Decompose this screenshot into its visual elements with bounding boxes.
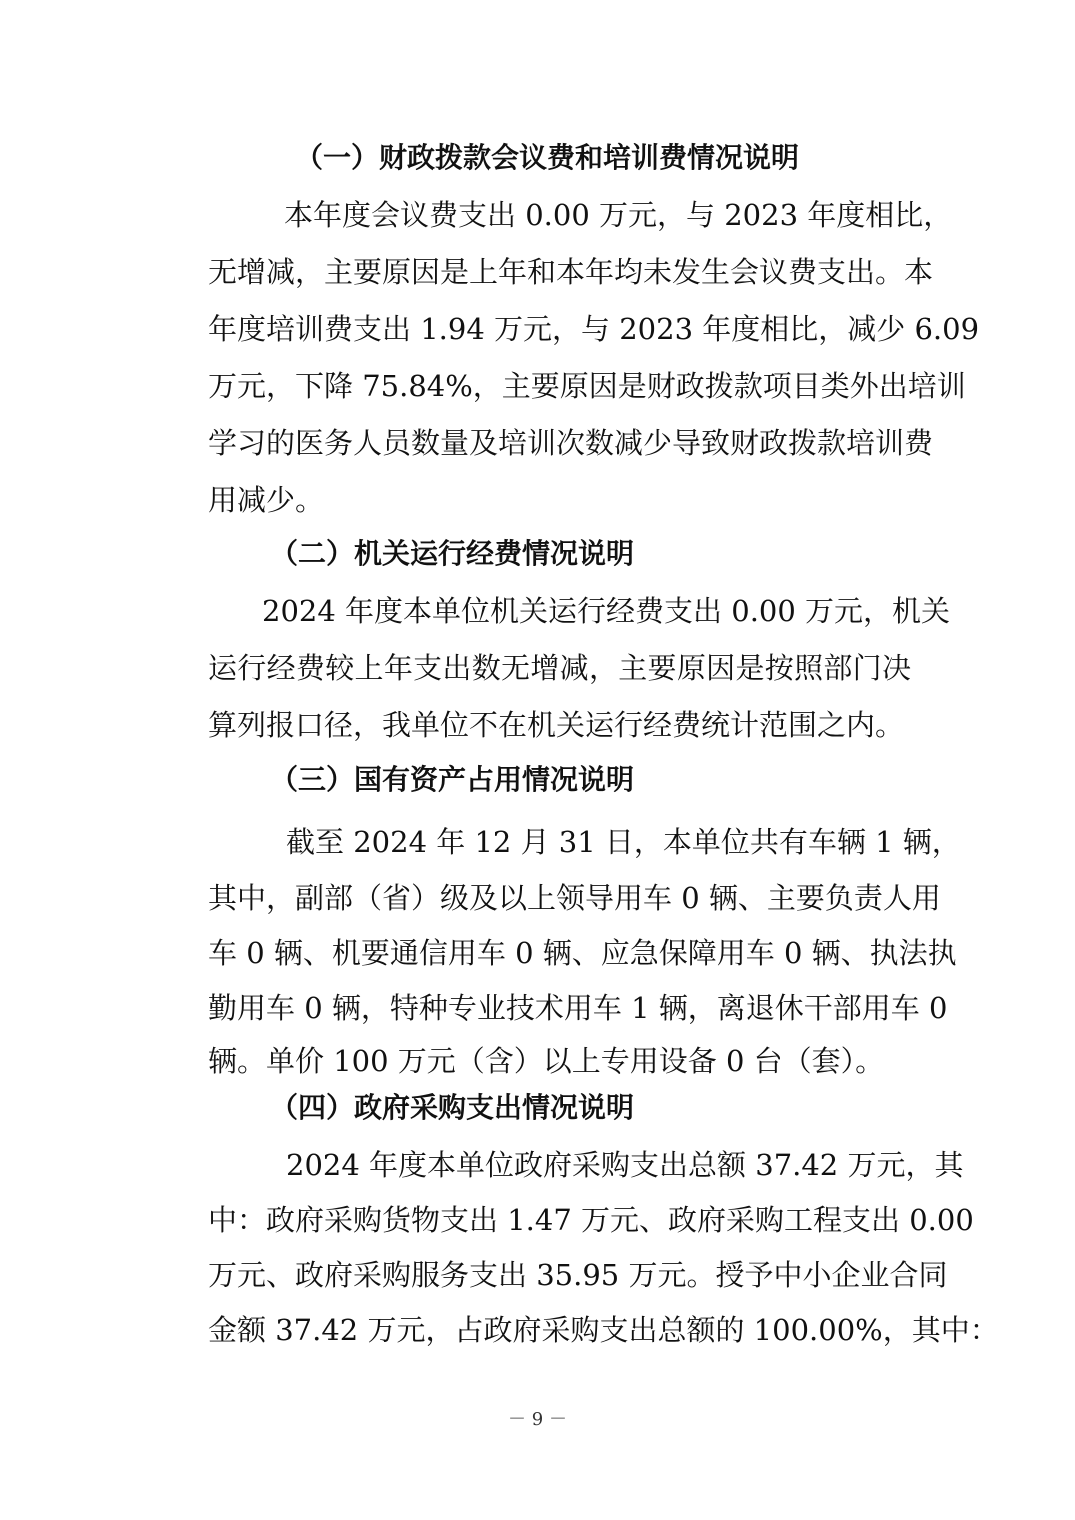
section-heading-2: （二）机关运行经费情况说明: [270, 537, 635, 570]
paragraph-line: 截至 2024 年 12 月 31 日，本单位共有车辆 1 辆，: [286, 825, 961, 859]
paragraph-line: 辆。单价 100 万元（含）以上专用设备 0 台（套）。: [208, 1044, 885, 1078]
paragraph-line: 车 0 辆、机要通信用车 0 辆、应急保障用车 0 辆、执法执: [208, 936, 957, 970]
section-heading-1: （一）财政拨款会议费和培训费情况说明: [295, 141, 800, 174]
paragraph-line: 无增减，主要原因是上年和本年均未发生会议费支出。本: [208, 255, 934, 289]
paragraph-line: 万元、政府采购服务支出 35.95 万元。授予中小企业合同: [208, 1258, 948, 1292]
paragraph-line: 其中，副部（省）级及以上领导用车 0 辆、主要负责人用: [208, 881, 941, 915]
paragraph-line: 2024 年度本单位机关运行经费支出 0.00 万元，机关: [262, 594, 951, 628]
paragraph-line: 学习的医务人员数量及培训次数减少导致财政拨款培训费: [208, 426, 934, 460]
page-number: － 9 －: [508, 1409, 567, 1430]
paragraph-line: 算列报口径，我单位不在机关运行经费统计范围之内。: [208, 708, 905, 742]
paragraph-line: 2024 年度本单位政府采购支出总额 37.42 万元，其: [286, 1148, 964, 1182]
paragraph-line: 运行经费较上年支出数无增减，主要原因是按照部门决: [208, 651, 911, 685]
paragraph-line: 用减少。: [208, 483, 325, 517]
section-heading-4: （四）政府采购支出情况说明: [270, 1091, 635, 1124]
paragraph-line: 金额 37.42 万元，占政府采购支出总额的 100.00%，其中：: [208, 1313, 999, 1347]
paragraph-line: 勤用车 0 辆，特种专业技术用车 1 辆，离退休干部用车 0: [208, 991, 948, 1025]
paragraph-line: 本年度会议费支出 0.00 万元，与 2023 年度相比，: [284, 198, 953, 232]
section-heading-3: （三）国有资产占用情况说明: [270, 763, 635, 796]
paragraph-line: 年度培训费支出 1.94 万元，与 2023 年度相比，减少 6.09: [208, 312, 980, 346]
paragraph-line: 万元，下降 75.84%，主要原因是财政拨款项目类外出培训: [208, 369, 966, 403]
paragraph-line: 中：政府采购货物支出 1.47 万元、政府采购工程支出 0.00: [208, 1203, 974, 1237]
